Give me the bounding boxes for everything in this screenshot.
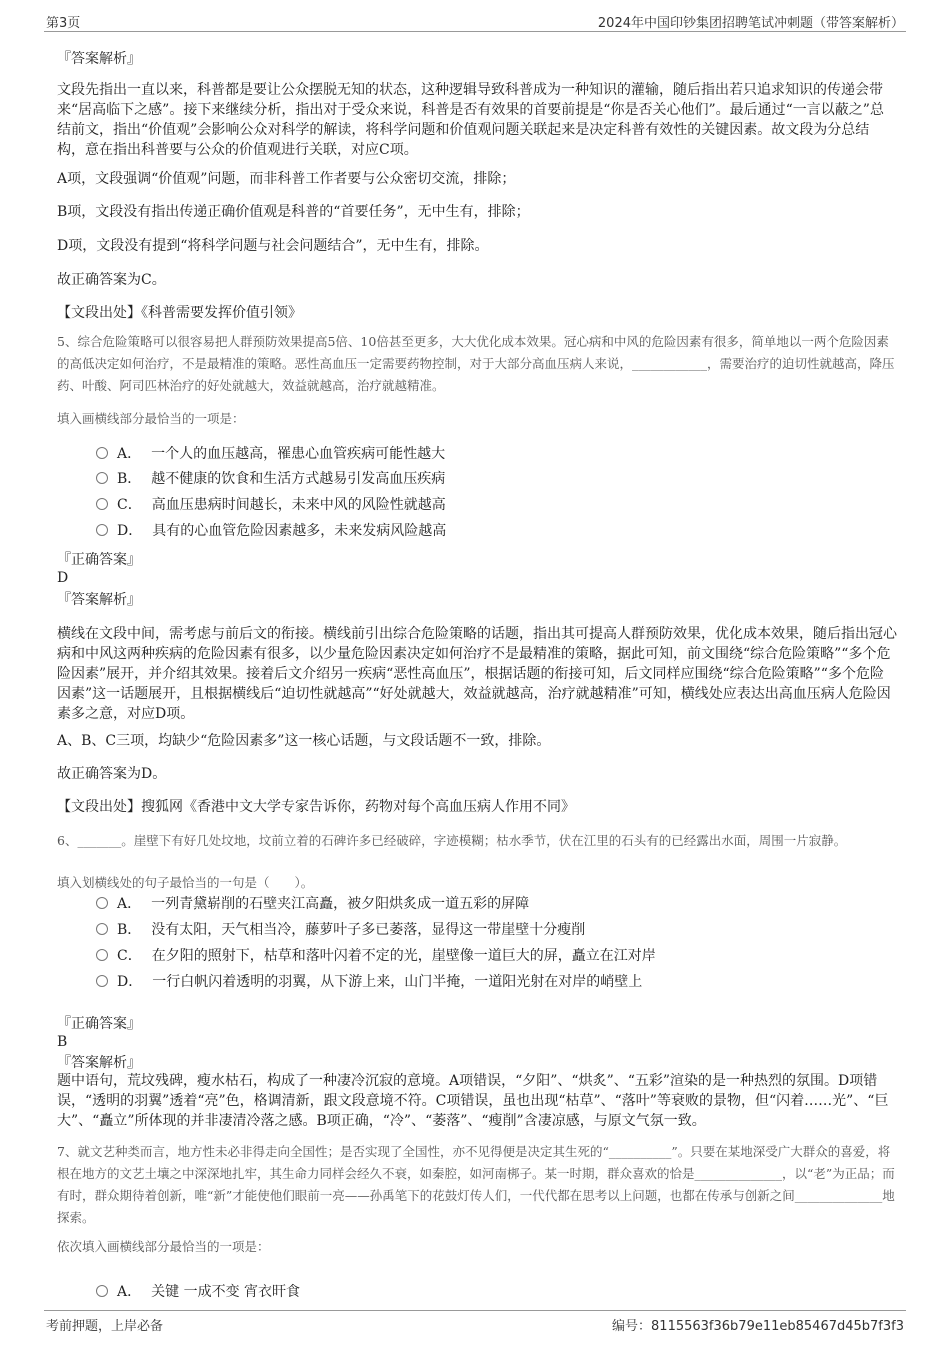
correct-answer-value: B [57, 1034, 68, 1050]
page-footer [0, 1306, 950, 1345]
option-key: B． [117, 471, 142, 487]
option-key: D． [117, 523, 143, 539]
radio-icon[interactable] [96, 472, 108, 484]
analysis-text: 横线在文段中间，需考虑与前后文的衔接。横线前引出综合危险策略的话题，指出其可提高人群预防效果，优化成本效果，随后指出冠心病和中风这两种疾病的危险因素有很多，以少量危险因素决定如何治疗不是最精准的策略，据此可知，前文围绕“综合危险策略”“多个危险因素”展开，并介绍其效果。接着后文介绍另一疾病“恶性高血压”，根据话题的衔接可知，后文同样应围绕“综合危险策略”“多个危险因素”这一话题展开，且根据横线后“迫切性就越高”“好处就越大，效益就越高，治疗就越精准”可知，横线处应表达出高血压病人危险因素多之意，对应D项。 [57, 626, 897, 722]
analysis-option-b: B项，文段没有指出传递正确价值观是科普的“首要任务”，无中生有，排除； [57, 204, 530, 220]
option-text: 高血压患病时间越长，未来中风的风险性就越高 [151, 497, 446, 513]
radio-icon[interactable] [96, 975, 108, 987]
option-text: 越不健康的饮食和生活方式越易引发高血压疾病 [151, 471, 446, 487]
page-number: 第3页 [46, 16, 81, 31]
question-5-stem: 5、综合危险策略可以很容易把人群预防效果提高5倍、10倍甚至更多，大大优化成本效果。冠心病和中风的危险因素有很多，简单地以一两个危险因素的高低决定如何治疗，不是最精准的策略。恶性高血压一定需要药物控制，对于大部分高血压病人来说，____________，需要治疗的迫切性就越高，降压药、叶酸、阿司匹林治疗的好处就越大，效益就越高，治疗就越精准。 [57, 334, 895, 393]
correct-answer-value: D [57, 570, 69, 586]
question-5-option-d[interactable] [96, 521, 896, 541]
page-header [0, 0, 950, 34]
option-text: 一行白帆闪着透明的羽翼，从下游上来，山门半掩，一道阳光射在对岸的峭壁上 [152, 974, 643, 990]
option-text: 具有的心血管危险因素越多，未来发病风险越高 [152, 523, 447, 539]
footer-slogan: 考前押题，上岸必备 [46, 1319, 164, 1334]
question-5-prompt: 填入画横线部分最恰当的一项是： [57, 411, 245, 426]
question-5-option-b[interactable] [96, 469, 896, 489]
option-key: C． [117, 497, 142, 513]
question-6-option-b[interactable] [96, 920, 896, 940]
analysis-text: 题中语句，荒坟残碑，瘦水枯石，构成了一种凄冷沉寂的意境。A项错误，“夕阳”、“烘炙”、“五彩”渲染的是一种热烈的氛围。D项错误，“透明的羽翼”透着“亮”色，格调清新，跟文段意境不符。C项错误，虽也出现“枯草”、“落叶”等衰败的景物，但“闪着……光”、“巨大”、“矗立”所体现的并非凄清冷落之感。B项正确，“冷”、“萎落”、“瘦削”含凄凉感，与原文气氛一致。 [57, 1073, 889, 1129]
radio-icon[interactable] [96, 897, 108, 909]
option-key: A． [117, 446, 142, 462]
footer-divider [44, 1310, 906, 1311]
option-key: D． [117, 974, 143, 990]
option-key: B． [117, 922, 142, 938]
question-5-option-a[interactable] [96, 444, 896, 464]
document-id: 编号：8115563f36b79e11eb85467d45b7f3f3 [612, 1319, 904, 1334]
option-text: 在夕阳的照射下，枯草和落叶闪着不定的光，崖壁像一道巨大的屏，矗立在江对岸 [151, 948, 656, 964]
correct-answer-label: 『正确答案』 [57, 552, 141, 568]
answer-statement: 故正确答案为C。 [57, 272, 166, 288]
question-6-option-c[interactable] [96, 946, 896, 966]
question-7-prompt: 依次填入画横线部分最恰当的一项是： [57, 1239, 270, 1254]
analysis-label: 『答案解析』 [57, 51, 141, 67]
source-citation: 【文段出处】《科普需要发挥价值引领》 [57, 305, 302, 321]
option-text: 没有太阳，天气相当冷，藤萝叶子多已萎落，显得这一带崖壁十分瘦削 [151, 922, 586, 938]
option-text: 关键 一成不变 宵衣旰食 [151, 1284, 301, 1300]
correct-answer-label: 『正确答案』 [57, 1016, 141, 1032]
option-key: A． [117, 1284, 142, 1300]
analysis-option-d: D项，文段没有提到“将科学问题与社会问题结合”，无中生有，排除。 [57, 238, 489, 254]
analysis-text: 文段先指出一直以来，科普都是要让公众摆脱无知的状态，这种逻辑导致科普成为一种知识的灌输，随后指出若只追求知识的传递会带来“居高临下之感”。接下来继续分析，指出对于受众来说，科普是否有效果的首要前提是“你是否关心他们”。最后通过“一言以蔽之”总结前文，指出“价值观”会影响公众对科学的解读，将科学问题和价值观问题关联起来是决定科普有效性的关键因素。故文段为分总结构，意在指出科普要与公众的价值观进行关联，对应C项。 [57, 82, 884, 158]
question-6-option-d[interactable] [96, 972, 896, 992]
option-key: C． [117, 948, 142, 964]
question-6-option-a[interactable] [96, 894, 896, 914]
analysis-options-abc: A、B、C三项，均缺少“危险因素多”这一核心话题，与文段话题不一致，排除。 [57, 733, 551, 749]
option-text: 一个人的血压越高，罹患心血管疾病可能性越大 [151, 446, 446, 462]
radio-icon[interactable] [96, 447, 108, 459]
analysis-label: 『答案解析』 [57, 1055, 141, 1071]
analysis-option-a: A项，文段强调“价值观”问题，而非科普工作者要与公众密切交流，排除； [57, 171, 516, 187]
radio-icon[interactable] [96, 949, 108, 961]
question-7-stem: 7、就文艺种类而言，地方性未必非得走向全国性；是否实现了全国性，亦不见得便是决定其生死的“__________”。只要在某地深受广大群众的喜爱，将根在地方的文艺土壤之中深深地扎牢，其生命力同样会经久不衰，如秦腔，如河南梆子。某一时期，群众喜欢的恰是______________，以“老”为正品；而有时，群众期待着创新，唯“新”才能使他们眼前一亮——孙禹笔下的花鼓灯传人们，一代代都在思考以上问题，也都在传承与创新之间______________地探索。 [57, 1144, 895, 1225]
radio-icon[interactable] [96, 923, 108, 935]
question-6-prompt: 填入划横线处的句子最恰当的一句是（ ）。 [57, 875, 314, 890]
source-citation: 【文段出处】搜狐网《香港中文大学专家告诉你，药物对每个高血压病人作用不同》 [57, 799, 575, 815]
document-title: 2024年中国印钞集团招聘笔试冲刺题（带答案解析） [597, 16, 904, 31]
radio-icon[interactable] [96, 1285, 108, 1297]
option-key: A． [117, 896, 142, 912]
radio-icon[interactable] [96, 524, 108, 536]
header-divider [44, 31, 906, 32]
question-6-stem: 6、_______。崖壁下有好几处坟地，坟前立着的石碑许多已经破碎，字迹模糊；枯水季节，伏在江里的石头有的已经露出水面，周围一片寂静。 [57, 833, 847, 848]
answer-statement: 故正确答案为D。 [57, 766, 167, 782]
analysis-label: 『答案解析』 [57, 592, 141, 608]
question-5-option-c[interactable] [96, 495, 896, 515]
question-7-option-a[interactable] [96, 1282, 896, 1302]
option-text: 一列青黛崭削的石壁夹江高矗，被夕阳烘炙成一道五彩的屏障 [151, 896, 530, 912]
radio-icon[interactable] [96, 498, 108, 510]
